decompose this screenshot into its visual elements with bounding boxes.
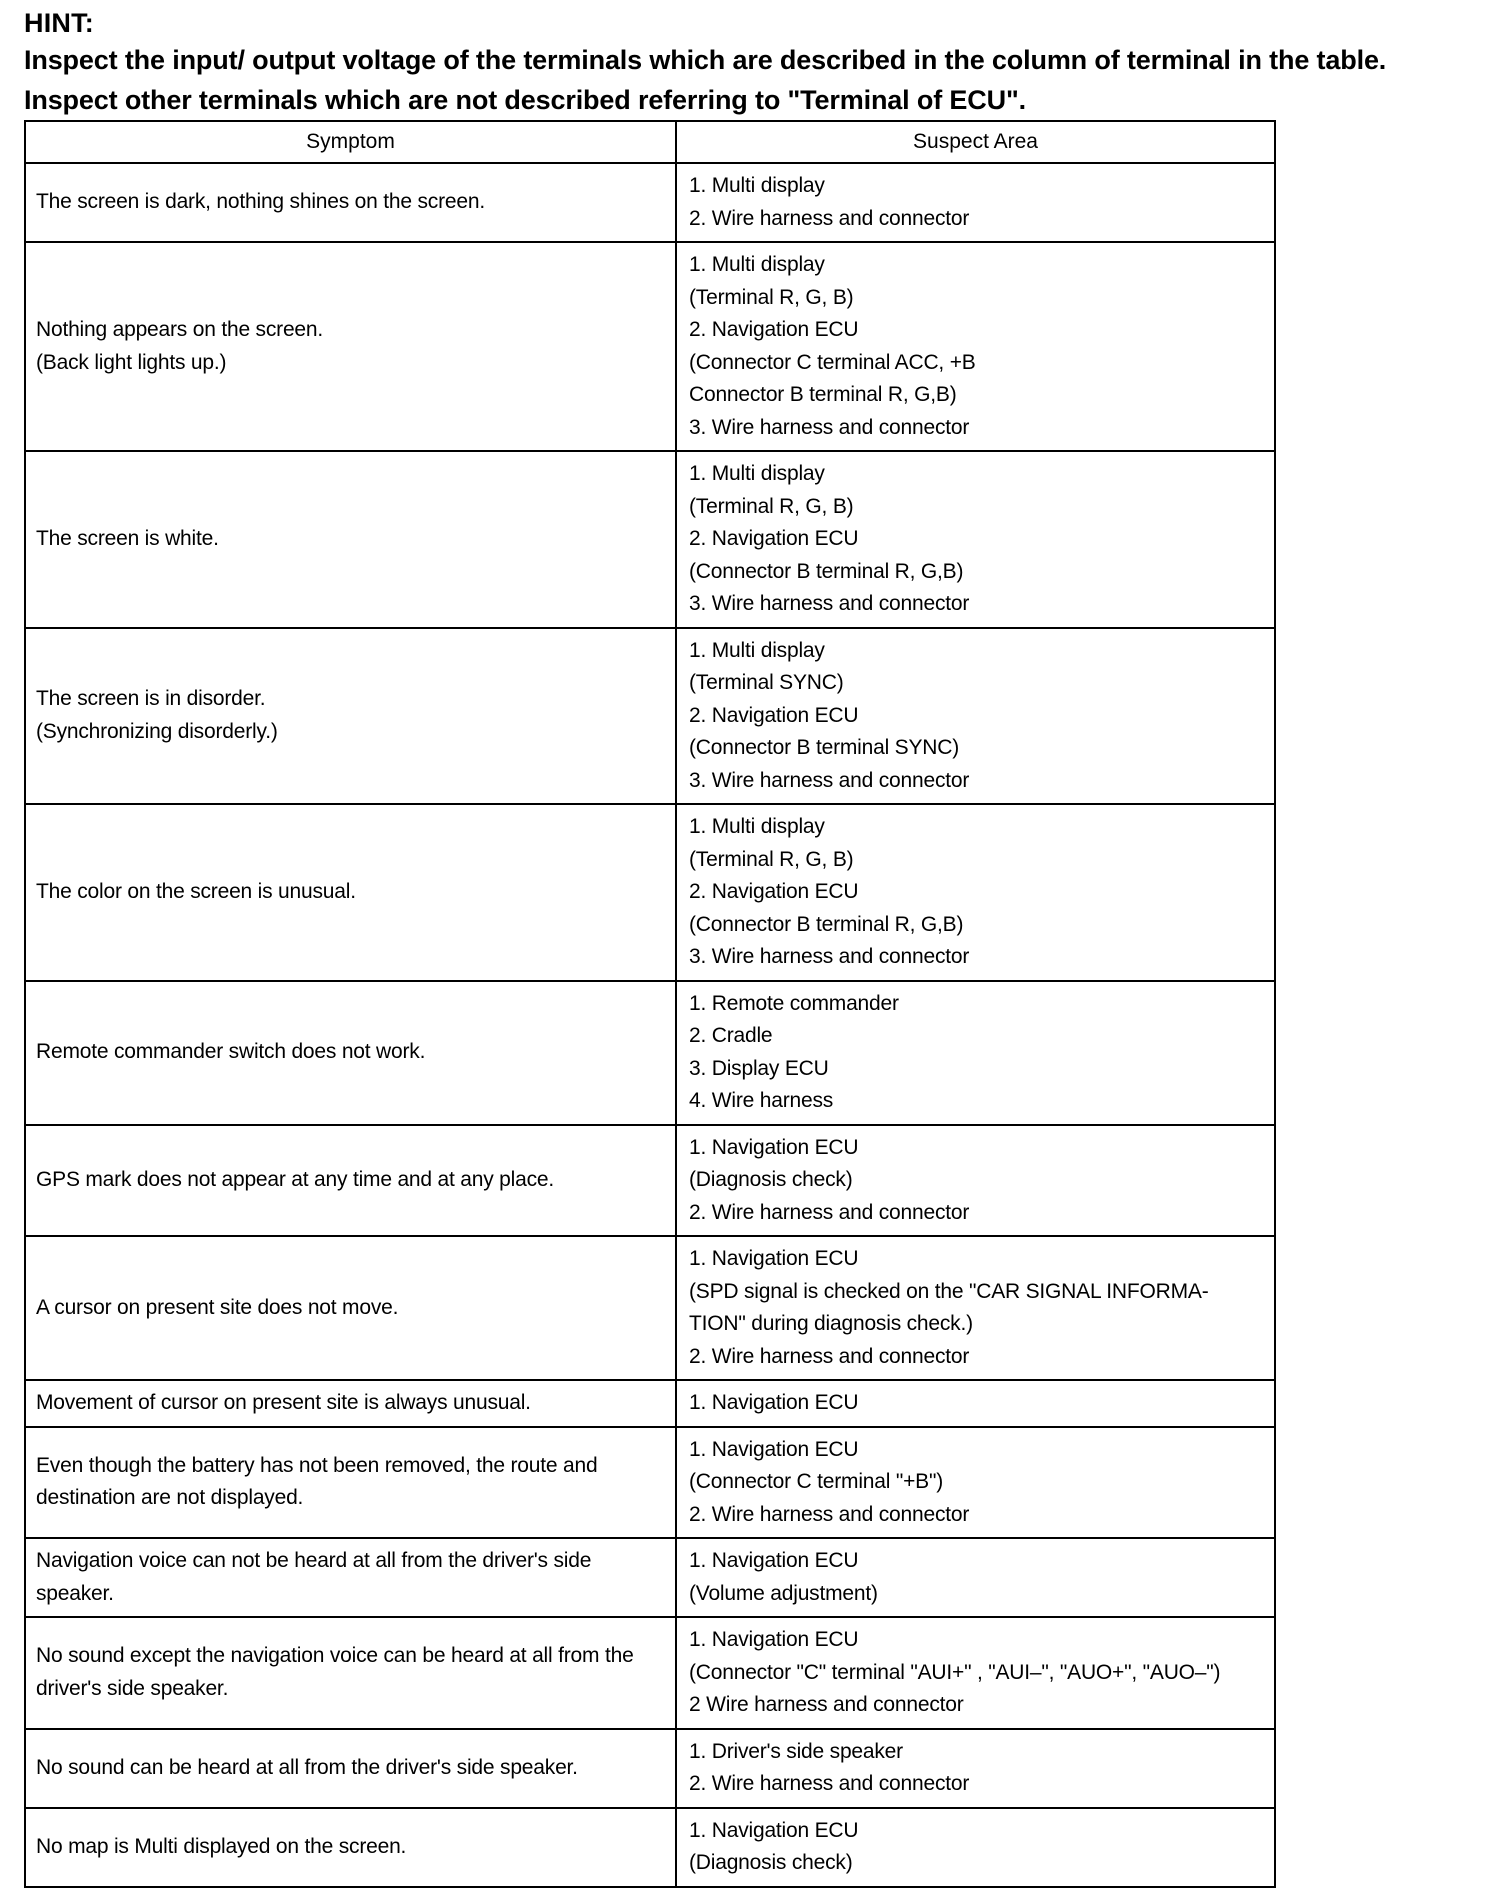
suspect-area-cell: 1. Multi display (Terminal R, G, B) 2. Navigation ECU (Connector B terminal R, G,B) 3. Wire harness and connector (676, 804, 1275, 981)
suspect-area-cell: 1. Navigation ECU (Connector "C" terminal "AUI+" , "AUI–", "AUO+", "AUO–") 2 Wire harness and connector (676, 1617, 1275, 1729)
symptom-cell: A cursor on present site does not move. (25, 1236, 676, 1380)
symptom-cell: The color on the screen is unusual. (25, 804, 676, 981)
suspect-area-cell: 1. Multi display 2. Wire harness and connector (676, 163, 1275, 242)
hint-line-2: Inspect other terminals which are not described referring to "Terminal of ECU". (24, 85, 1026, 115)
suspect-area-cell: 1. Navigation ECU (SPD signal is checked on the "CAR SIGNAL INFORMA- TION" during diagnosis check.) 2. Wire harness and connector (676, 1236, 1275, 1380)
symptom-cell: Navigation voice can not be heard at all from the driver's side speaker. (25, 1538, 676, 1617)
table-row (25, 1380, 1275, 1427)
suspect-area-cell: 1. Remote commander 2. Cradle 3. Display ECU 4. Wire harness (676, 981, 1275, 1125)
column-header-symptom: Symptom (25, 121, 676, 163)
table-row (25, 1236, 1275, 1380)
table-row (25, 981, 1275, 1125)
troubleshooting-table (24, 120, 1276, 1888)
symptom-cell: The screen is in disorder. (Synchronizing disorderly.) (25, 628, 676, 805)
symptom-cell: Even though the battery has not been removed, the route and destination are not displayed. (25, 1427, 676, 1539)
symptom-cell: Remote commander switch does not work. (25, 981, 676, 1125)
symptom-cell: No sound can be heard at all from the driver's side speaker. (25, 1729, 676, 1808)
suspect-area-cell: 1. Multi display (Terminal SYNC) 2. Navigation ECU (Connector B terminal SYNC) 3. Wire harness and connector (676, 628, 1275, 805)
suspect-area-cell: 1. Navigation ECU (Volume adjustment) (676, 1538, 1275, 1617)
symptom-cell: No sound except the navigation voice can be heard at all from the driver's side speaker. (25, 1617, 676, 1729)
column-header-suspect-area: Suspect Area (676, 121, 1275, 163)
symptom-cell: No map is Multi displayed on the screen. (25, 1808, 676, 1887)
hint-title: HINT: (24, 8, 94, 38)
suspect-area-cell: 1. Multi display (Terminal R, G, B) 2. Navigation ECU (Connector B terminal R, G,B) 3. Wire harness and connector (676, 451, 1275, 628)
suspect-area-cell: 1. Navigation ECU (Connector C terminal "+B") 2. Wire harness and connector (676, 1427, 1275, 1539)
table-row (25, 1808, 1275, 1887)
suspect-area-cell: 1. Navigation ECU (Diagnosis check) (676, 1808, 1275, 1887)
suspect-area-cell: 1. Driver's side speaker 2. Wire harness and connector (676, 1729, 1275, 1808)
suspect-area-cell: 1. Multi display (Terminal R, G, B) 2. Navigation ECU (Connector C terminal ACC, +B Connector B terminal R, G,B) 3. Wire harness and connector (676, 242, 1275, 451)
symptom-cell: Movement of cursor on present site is always unusual. (25, 1380, 676, 1427)
table-row (25, 163, 1275, 242)
symptom-cell: GPS mark does not appear at any time and at any place. (25, 1125, 676, 1237)
symptom-cell: Nothing appears on the screen. (Back light lights up.) (25, 242, 676, 451)
hint-line-1: Inspect the input/ output voltage of the terminals which are described in the column of terminal in the table. (24, 45, 1387, 75)
symptom-cell: The screen is dark, nothing shines on the screen. (25, 163, 676, 242)
table-row (25, 628, 1275, 805)
table-row (25, 242, 1275, 451)
table-row (25, 1538, 1275, 1617)
symptom-cell: The screen is white. (25, 451, 676, 628)
hint-block (24, 6, 1494, 120)
suspect-area-cell: 1. Navigation ECU (676, 1380, 1275, 1427)
table-row (25, 1729, 1275, 1808)
table-row (25, 1427, 1275, 1539)
suspect-area-cell: 1. Navigation ECU (Diagnosis check) 2. Wire harness and connector (676, 1125, 1275, 1237)
table-row (25, 1617, 1275, 1729)
table-header-row (25, 121, 1275, 163)
table-row (25, 451, 1275, 628)
table-row (25, 804, 1275, 981)
table-row (25, 1125, 1275, 1237)
